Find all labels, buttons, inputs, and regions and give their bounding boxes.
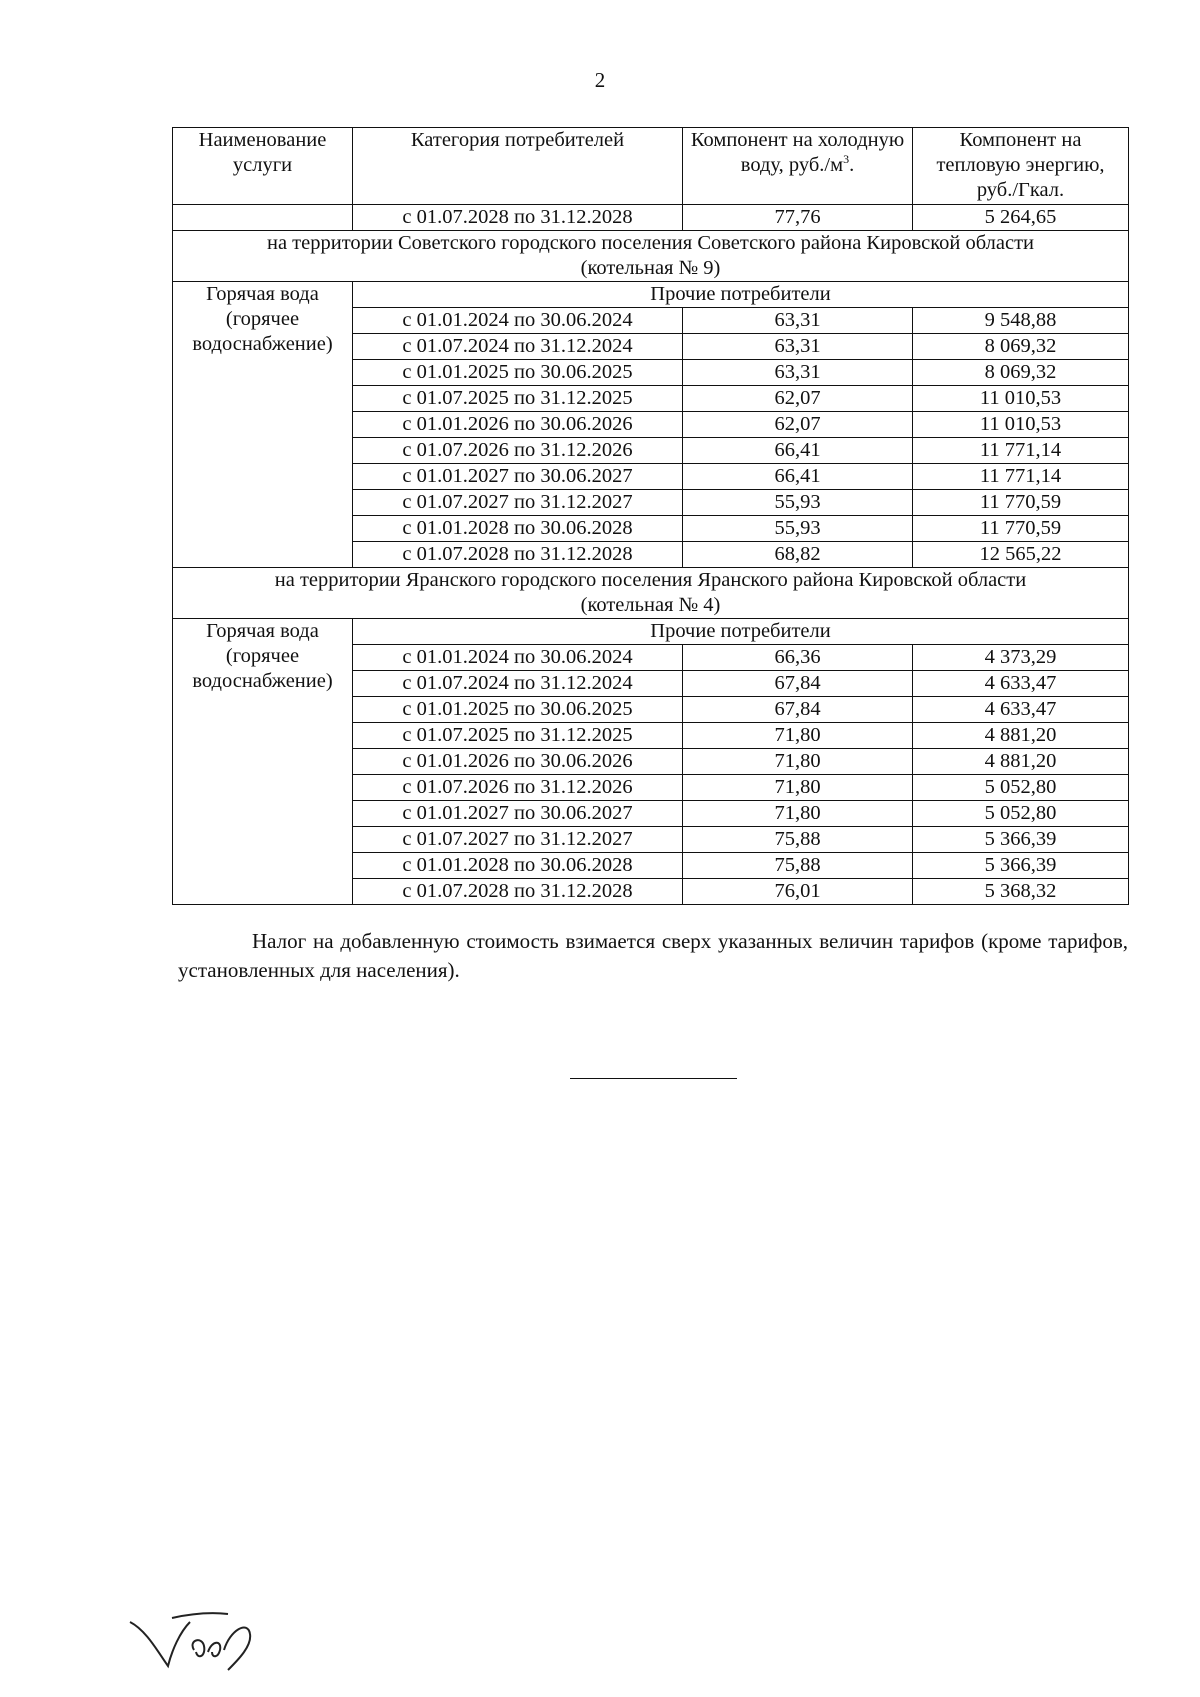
cold-value-cell: 62,07 bbox=[683, 386, 913, 412]
table-row bbox=[173, 205, 1129, 231]
cold-value-cell: 77,76 bbox=[683, 205, 913, 231]
cold-value-cell: 55,93 bbox=[683, 516, 913, 542]
cold-value-cell: 71,80 bbox=[683, 723, 913, 749]
section-title bbox=[173, 568, 1129, 619]
cold-value-cell: 75,88 bbox=[683, 827, 913, 853]
heat-value-cell: 5 366,39 bbox=[913, 853, 1129, 879]
cold-value-cell: 55,93 bbox=[683, 490, 913, 516]
cold-value-cell: 63,31 bbox=[683, 334, 913, 360]
heat-value-cell: 11 010,53 bbox=[913, 412, 1129, 438]
heat-value-cell: 12 565,22 bbox=[913, 542, 1129, 568]
page-number: 2 bbox=[594, 68, 606, 92]
section-title-row bbox=[173, 568, 1129, 619]
header-category: Категория потребителей bbox=[353, 128, 683, 205]
heat-value-cell: 11 770,59 bbox=[913, 516, 1129, 542]
heat-value-cell: 8 069,32 bbox=[913, 334, 1129, 360]
heat-value-cell: 4 633,47 bbox=[913, 697, 1129, 723]
tariff-table bbox=[172, 127, 1129, 905]
section-title-line2: (котельная № 4) bbox=[580, 594, 721, 616]
heat-value-cell: 4 881,20 bbox=[913, 723, 1129, 749]
table-header-row bbox=[173, 128, 1129, 205]
heat-value-cell: 5 052,80 bbox=[913, 801, 1129, 827]
cold-value-cell: 68,82 bbox=[683, 542, 913, 568]
header-heat: Компонент на тепловую энергию, руб./Гкал. bbox=[913, 128, 1129, 205]
cold-value-cell: 66,36 bbox=[683, 645, 913, 671]
category-row bbox=[173, 619, 1129, 645]
period-cell: с 01.07.2028 по 31.12.2028 bbox=[353, 879, 683, 905]
section-title bbox=[173, 231, 1129, 282]
section-title-line1: на территории Советского городского поселения Советского района Кировской области bbox=[266, 232, 1035, 254]
cold-value-cell: 62,07 bbox=[683, 412, 913, 438]
period-cell: с 01.07.2025 по 31.12.2025 bbox=[353, 723, 683, 749]
period-cell: с 01.01.2026 по 30.06.2026 bbox=[353, 749, 683, 775]
service-cell: Горячая вода (горячее водоснабжение) bbox=[173, 619, 353, 905]
heat-value-cell: 11 770,59 bbox=[913, 490, 1129, 516]
category-row bbox=[173, 282, 1129, 308]
cold-value-cell: 71,80 bbox=[683, 801, 913, 827]
heat-value-cell: 4 633,47 bbox=[913, 671, 1129, 697]
cold-value-cell: 63,31 bbox=[683, 308, 913, 334]
period-cell: с 01.01.2024 по 30.06.2024 bbox=[353, 645, 683, 671]
heat-value-cell: 4 373,29 bbox=[913, 645, 1129, 671]
section-title-line2: (котельная № 9) bbox=[580, 257, 721, 279]
heat-value-cell: 5 366,39 bbox=[913, 827, 1129, 853]
period-cell: с 01.07.2026 по 31.12.2026 bbox=[353, 775, 683, 801]
heat-value-cell: 11 771,14 bbox=[913, 464, 1129, 490]
heat-value-cell: 9 548,88 bbox=[913, 308, 1129, 334]
period-cell: с 01.07.2027 по 31.12.2027 bbox=[353, 827, 683, 853]
section-title-line1: на территории Яранского городского поселения Яранского района Кировской области bbox=[274, 569, 1027, 591]
period-cell: с 01.01.2024 по 30.06.2024 bbox=[353, 308, 683, 334]
period-cell: с 01.07.2027 по 31.12.2027 bbox=[353, 490, 683, 516]
cold-value-cell: 67,84 bbox=[683, 697, 913, 723]
vat-note: Налог на добавленную стоимость взимается сверх указанных величин тарифов (кроме тарифов, установленных для населения). bbox=[178, 929, 1128, 982]
header-cold-water bbox=[683, 128, 913, 205]
header-cold-water-tail: . bbox=[849, 154, 855, 176]
category-cell: Прочие потребители bbox=[353, 619, 1129, 645]
header-cold-water-text: Компонент на холодную воду, руб./м bbox=[690, 129, 905, 176]
period-cell: с 01.07.2024 по 31.12.2024 bbox=[353, 334, 683, 360]
signature-image bbox=[128, 1600, 278, 1672]
heat-value-cell: 5 264,65 bbox=[913, 205, 1129, 231]
cold-value-cell: 76,01 bbox=[683, 879, 913, 905]
section-title-row bbox=[173, 231, 1129, 282]
header-service: Наименование услуги bbox=[173, 128, 353, 205]
cold-value-cell: 63,31 bbox=[683, 360, 913, 386]
period-cell: с 01.01.2026 по 30.06.2026 bbox=[353, 412, 683, 438]
category-cell: Прочие потребители bbox=[353, 282, 1129, 308]
heat-value-cell: 4 881,20 bbox=[913, 749, 1129, 775]
service-cell: Горячая вода (горячее водоснабжение) bbox=[173, 282, 353, 568]
service-cell-empty bbox=[173, 205, 353, 231]
end-rule bbox=[570, 1078, 737, 1079]
period-cell: с 01.07.2028 по 31.12.2028 bbox=[353, 542, 683, 568]
heat-value-cell: 5 052,80 bbox=[913, 775, 1129, 801]
cold-value-cell: 71,80 bbox=[683, 749, 913, 775]
period-cell: с 01.07.2025 по 31.12.2025 bbox=[353, 386, 683, 412]
header-cold-water-sup: 3 bbox=[843, 152, 850, 167]
period-cell: с 01.01.2028 по 30.06.2028 bbox=[353, 853, 683, 879]
cold-value-cell: 66,41 bbox=[683, 464, 913, 490]
period-cell: с 01.01.2027 по 30.06.2027 bbox=[353, 801, 683, 827]
period-cell: с 01.01.2028 по 30.06.2028 bbox=[353, 516, 683, 542]
cold-value-cell: 66,41 bbox=[683, 438, 913, 464]
heat-value-cell: 11 010,53 bbox=[913, 386, 1129, 412]
period-cell: с 01.01.2025 по 30.06.2025 bbox=[353, 697, 683, 723]
heat-value-cell: 11 771,14 bbox=[913, 438, 1129, 464]
period-cell: с 01.07.2026 по 31.12.2026 bbox=[353, 438, 683, 464]
cold-value-cell: 71,80 bbox=[683, 775, 913, 801]
cold-value-cell: 67,84 bbox=[683, 671, 913, 697]
period-cell: с 01.01.2027 по 30.06.2027 bbox=[353, 464, 683, 490]
heat-value-cell: 8 069,32 bbox=[913, 360, 1129, 386]
cold-value-cell: 75,88 bbox=[683, 853, 913, 879]
period-cell: с 01.01.2025 по 30.06.2025 bbox=[353, 360, 683, 386]
heat-value-cell: 5 368,32 bbox=[913, 879, 1129, 905]
period-cell: с 01.07.2024 по 31.12.2024 bbox=[353, 671, 683, 697]
period-cell: с 01.07.2028 по 31.12.2028 bbox=[353, 205, 683, 231]
